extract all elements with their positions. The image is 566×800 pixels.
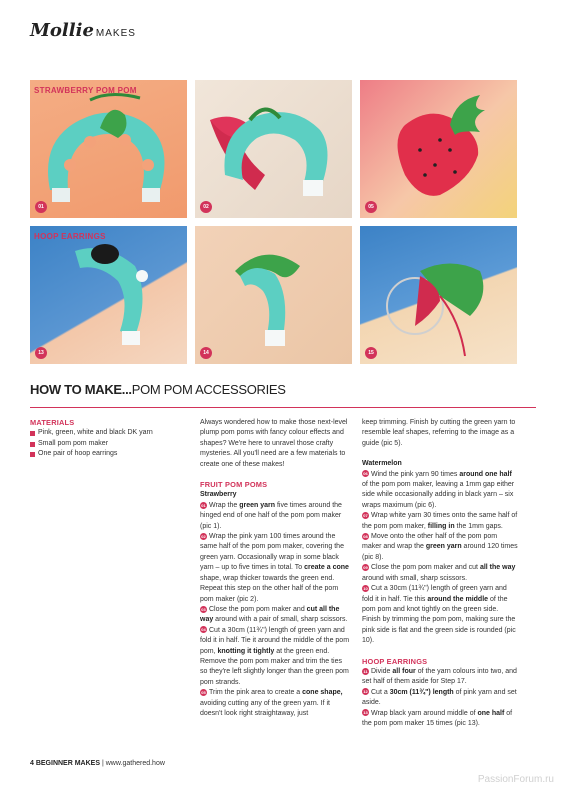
footer-section: 4 BEGINNER MAKES xyxy=(30,760,101,767)
page-footer xyxy=(30,760,165,767)
footer-url[interactable]: www.gathered.how xyxy=(105,760,165,767)
fruit-heading: FRUIT POM POMS xyxy=(200,480,268,490)
step-item: 01 Wrap the green yarn five times around the hinged end of one half of the pom pom maker (pic 1). xyxy=(200,501,342,530)
brand-logo xyxy=(30,20,136,41)
photo-number-badge: 02 xyxy=(200,201,212,213)
photo-number-badge: 15 xyxy=(365,347,377,359)
materials-column xyxy=(30,418,170,460)
divider xyxy=(30,407,536,408)
photo-number-badge: 05 xyxy=(365,201,377,213)
materials-heading: MATERIALS xyxy=(30,418,75,427)
step-item: 09 Close the pom pom maker and cut all the way around with small, sharp scissors. xyxy=(362,564,516,582)
photo-02 xyxy=(195,80,352,218)
photo-05 xyxy=(360,80,517,218)
intro-text: Always wondered how to make those next-level plump pom poms with fancy colour effects and shapes? We're here to unravel those crafty mysteries. All you'll need are a few materials to create one of these makes! xyxy=(200,419,348,468)
photo-15 xyxy=(360,226,517,364)
step-item: 10 Cut a 30cm (11¾") length of green yarn and fold it in half. Tie this around the middle of the pom pom and knot tightly on the green side. Finish by trimming the pom pom, making sure the pink side is flat and the green side is rounded (pic 10). xyxy=(362,585,516,645)
list-item: One pair of hoop earrings xyxy=(30,449,170,459)
footer-separator: | xyxy=(101,760,104,767)
instructions-column-1 xyxy=(200,418,350,719)
photo-number-badge: 14 xyxy=(200,347,212,359)
step-item: 02 Wrap the pink yarn 100 times around the same half of the pom pom maker, covering the green yarn. Occasionally wrap in some black yarn – up to five times in total. To create a cone shape, wrap thicker towards the green end. Repeat this step on the other half of the pom pom maker (pic 2). xyxy=(200,533,349,603)
brand-makes: MAKES xyxy=(95,28,136,39)
step-item: 05 Trim the pink area to create a cone shape, avoiding cutting any of the green yarn. If it doesn't look right straightaway, just xyxy=(200,689,343,717)
watermark: PassionForum.ru xyxy=(477,774,554,785)
photo-number-badge: 01 xyxy=(35,201,47,213)
howto-title: HOW TO MAKE...POM POM ACCESSORIES xyxy=(30,382,286,397)
step-item: 03 Close the pom pom maker and cut all the way around with a pair of small, sharp scissors. xyxy=(200,605,348,624)
pom-maker-image xyxy=(195,226,352,364)
brand-script: Mollie xyxy=(30,20,94,41)
howto-header xyxy=(30,382,536,408)
pom-maker-image xyxy=(195,80,352,218)
photo-14 xyxy=(195,226,352,364)
section-label-strawberry: STRAWBERRY POM POM xyxy=(34,86,137,95)
step-item: 13 Wrap black yarn around middle of one half of the pom pom maker 15 times (pic 13). xyxy=(362,709,513,727)
list-item: Pink, green, white and black DK yarn xyxy=(30,428,170,438)
step-item: 12 Cut a 30cm (11¾") length of pink yarn and set aside. xyxy=(362,688,517,707)
photo-13 xyxy=(30,226,187,364)
strawberry-subheading: Strawberry xyxy=(200,491,237,499)
step-item: 08 Move onto the other half of the pom pom maker and wrap the green yarn around 120 times (pic 8). xyxy=(362,533,518,561)
hoop-heading: HOOP EARRINGS xyxy=(362,656,428,666)
step-item: 07 Wrap white yarn 30 times onto the same half of the pom pom maker, filling in the 1mm gaps. xyxy=(362,512,518,530)
list-item: Small pom pom maker xyxy=(30,439,170,449)
section-label-hoop: HOOP EARRINGS xyxy=(34,232,106,241)
pom-maker-image xyxy=(30,80,187,218)
strawberry-image xyxy=(360,80,517,218)
step-item: 11 Divide all four of the yarn colours into two, and set half of them aside for Step 17. xyxy=(362,667,517,686)
instructions-column-2 xyxy=(362,418,518,729)
photo-01 xyxy=(30,80,187,218)
step-item: 06 Wind the pink yarn 90 times around one half of the pom pom maker, leaving a 1mm gap either side while occasionally adding in black yarn – six wraps maximum (pic 6). xyxy=(362,470,515,509)
photo-number-badge: 13 xyxy=(35,347,47,359)
earring-image xyxy=(360,226,517,364)
pom-maker-image xyxy=(30,226,187,364)
watermelon-subheading: Watermelon xyxy=(362,460,402,468)
materials-list xyxy=(30,428,170,459)
continued-text: keep trimming. Finish by cutting the green yarn to resemble leaf shapes, referring to the image as a guide (pic 5). xyxy=(362,419,516,447)
step-item: 04 Cut a 30cm (11¾") length of green yarn and fold it in half. Tie it around the middle of the pom pom, knotting it tightly at the green end. Remove the pom pom maker and trim the ties so they're left slightly longer than the green pom pom strands. xyxy=(200,626,350,686)
